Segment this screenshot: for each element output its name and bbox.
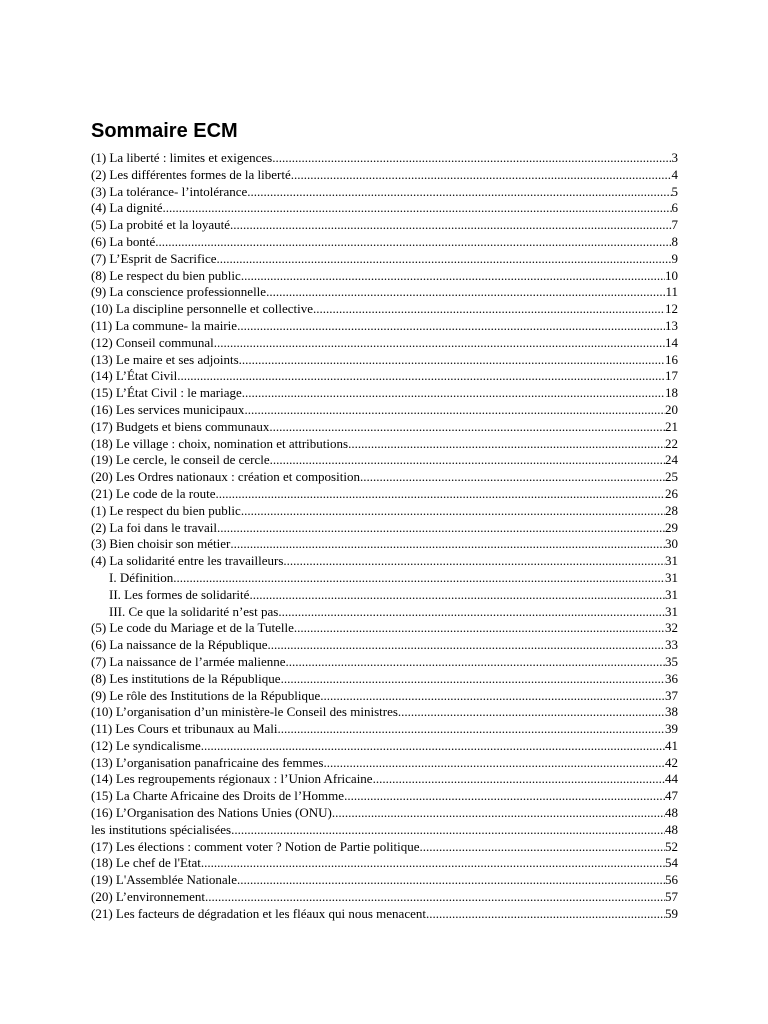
toc-page-number: 31 bbox=[665, 586, 678, 602]
toc-page-number: 28 bbox=[665, 502, 678, 518]
toc-page-number: 7 bbox=[671, 217, 678, 233]
toc-entry-label: (10) L’organisation d’un ministère-le Conseil des ministres bbox=[91, 704, 398, 720]
toc-page-number: 21 bbox=[665, 418, 678, 434]
toc-dot-leader bbox=[241, 503, 665, 520]
toc-page-number: 33 bbox=[665, 637, 678, 653]
toc-entry-label: (16) Les services municipaux bbox=[91, 401, 245, 417]
toc-entry[interactable] bbox=[91, 654, 678, 671]
toc-dot-leader bbox=[201, 855, 665, 872]
toc-entry[interactable] bbox=[91, 704, 678, 721]
toc-page-number: 39 bbox=[665, 721, 678, 737]
toc-dot-leader bbox=[230, 217, 672, 234]
toc-entry-label: (12) Le syndicalisme bbox=[91, 737, 201, 753]
toc-entry[interactable] bbox=[91, 906, 678, 923]
toc-entry[interactable] bbox=[91, 738, 678, 755]
toc-entry-label: (10) La discipline personnelle et collective bbox=[91, 301, 313, 317]
toc-entry-label: (15) L’État Civil : le mariage bbox=[91, 385, 242, 401]
toc-page-number: 37 bbox=[665, 687, 678, 703]
toc-entry[interactable] bbox=[91, 318, 678, 335]
toc-dot-leader bbox=[344, 788, 665, 805]
toc-entry-label: III. Ce que la solidarité n’est pas bbox=[109, 603, 279, 619]
toc-entry-label: (5) Le code du Mariage et de la Tutelle bbox=[91, 620, 294, 636]
toc-dot-leader bbox=[320, 688, 665, 705]
toc-entry[interactable] bbox=[91, 520, 678, 537]
toc-page-number: 31 bbox=[665, 603, 678, 619]
toc-dot-leader bbox=[205, 889, 665, 906]
toc-entry-label: (2) La foi dans le travail bbox=[91, 519, 217, 535]
toc-page-number: 36 bbox=[665, 670, 678, 686]
toc-entry[interactable] bbox=[91, 200, 678, 217]
toc-page-number: 59 bbox=[665, 905, 678, 921]
toc-dot-leader bbox=[426, 906, 665, 923]
toc-entry[interactable] bbox=[91, 234, 678, 251]
toc-entry[interactable] bbox=[91, 671, 678, 688]
toc-entry-label: (14) Les regroupements régionaux : l’Union Africaine bbox=[91, 771, 373, 787]
toc-entry-label: (15) La Charte Africaine des Droits de l’Homme bbox=[91, 788, 345, 804]
toc-entry[interactable] bbox=[91, 805, 678, 822]
toc-entry[interactable] bbox=[91, 620, 678, 637]
toc-entry-label: (11) Les Cours et tribunaux au Mali bbox=[91, 721, 278, 737]
toc-dot-leader bbox=[244, 402, 665, 419]
toc-entry-label: (5) La probité et la loyauté bbox=[91, 217, 230, 233]
toc-dot-leader bbox=[242, 385, 665, 402]
toc-entry[interactable] bbox=[91, 570, 678, 587]
toc-entry[interactable] bbox=[91, 352, 678, 369]
toc-entry[interactable] bbox=[91, 268, 678, 285]
toc-entry-label: (17) Budgets et biens communaux bbox=[91, 418, 270, 434]
toc-page-number: 47 bbox=[665, 788, 678, 804]
toc-entry[interactable] bbox=[91, 604, 678, 621]
toc-entry[interactable] bbox=[91, 217, 678, 234]
toc-entry[interactable] bbox=[91, 402, 678, 419]
toc-entry-label: (18) Le chef de l'Etat bbox=[91, 855, 201, 871]
toc-page-number: 13 bbox=[665, 317, 678, 333]
toc-page-number: 56 bbox=[665, 872, 678, 888]
toc-page-number: 30 bbox=[665, 536, 678, 552]
toc-page-number: 6 bbox=[671, 200, 678, 216]
toc-page-number: 48 bbox=[665, 821, 678, 837]
toc-entry[interactable] bbox=[91, 839, 678, 856]
toc-entry-label: II. Les formes de solidarité bbox=[109, 586, 250, 602]
toc-dot-leader bbox=[270, 452, 665, 469]
toc-dot-leader bbox=[398, 704, 665, 721]
toc-entry[interactable] bbox=[91, 284, 678, 301]
toc-entry[interactable] bbox=[91, 721, 678, 738]
toc-entry-label: (7) La naissance de l’armée malienne bbox=[91, 653, 286, 669]
toc-entry[interactable] bbox=[91, 184, 678, 201]
toc-dot-leader bbox=[239, 352, 665, 369]
toc-page-number: 16 bbox=[665, 351, 678, 367]
toc-entry[interactable] bbox=[91, 452, 678, 469]
toc-page-number: 14 bbox=[665, 334, 678, 350]
toc-dot-leader bbox=[373, 771, 665, 788]
toc-page-number: 48 bbox=[665, 805, 678, 821]
toc-entry[interactable] bbox=[91, 251, 678, 268]
toc-entry-label: (2) Les différentes formes de la liberté bbox=[91, 166, 291, 182]
toc-entry-label: (18) Le village : choix, nomination et attributions bbox=[91, 435, 349, 451]
toc-entry-label: (3) La tolérance- l’intolérance bbox=[91, 183, 248, 199]
toc-page-number: 57 bbox=[665, 889, 678, 905]
toc-dot-leader bbox=[155, 234, 671, 251]
toc-page-number: 11 bbox=[665, 284, 678, 300]
toc-dot-leader bbox=[268, 637, 665, 654]
toc-entry[interactable] bbox=[91, 855, 678, 872]
toc-dot-leader bbox=[313, 301, 665, 318]
toc-dot-leader bbox=[360, 469, 665, 486]
toc-page-number: 17 bbox=[665, 368, 678, 384]
toc-dot-leader bbox=[332, 805, 665, 822]
toc-dot-leader bbox=[278, 721, 665, 738]
toc-page-number: 4 bbox=[671, 166, 678, 182]
toc-page-number: 10 bbox=[665, 267, 678, 283]
toc-entry[interactable] bbox=[91, 301, 678, 318]
toc-dot-leader bbox=[249, 587, 665, 604]
toc-dot-leader bbox=[201, 738, 665, 755]
toc-entry[interactable] bbox=[91, 469, 678, 486]
toc-entry-label: (8) Les institutions de la République bbox=[91, 670, 281, 686]
toc-dot-leader bbox=[281, 671, 665, 688]
toc-entry-label: (9) Le rôle des Institutions de la République bbox=[91, 687, 321, 703]
toc-dot-leader bbox=[278, 604, 665, 621]
toc-page-number: 44 bbox=[665, 771, 678, 787]
toc-entry-label: (20) Les Ordres nationaux : création et composition bbox=[91, 469, 360, 485]
toc-entry[interactable] bbox=[91, 368, 678, 385]
page-title: Sommaire ECM bbox=[91, 120, 238, 142]
toc-entry[interactable] bbox=[91, 688, 678, 705]
toc-entry-label: (20) L’environnement bbox=[91, 889, 205, 905]
toc-entry-label: (19) L'Assemblée Nationale bbox=[91, 872, 238, 888]
toc-page-number: 5 bbox=[671, 183, 678, 199]
toc-entry[interactable] bbox=[91, 419, 678, 436]
toc-entry-label: (4) La solidarité entre les travailleurs bbox=[91, 553, 284, 569]
toc-page-number: 22 bbox=[665, 435, 678, 451]
toc-page-number: 26 bbox=[665, 485, 678, 501]
toc-page-number: 25 bbox=[665, 469, 678, 485]
toc-entry[interactable] bbox=[91, 536, 678, 553]
toc-dot-leader bbox=[286, 654, 665, 671]
toc-page-number: 31 bbox=[665, 553, 678, 569]
toc-entry[interactable] bbox=[91, 385, 678, 402]
toc-entry-label: (6) La bonté bbox=[91, 233, 156, 249]
toc-page-number: 38 bbox=[665, 704, 678, 720]
toc-page-number: 32 bbox=[665, 620, 678, 636]
toc-entry-label: (7) L’Esprit de Sacrifice bbox=[91, 250, 217, 266]
toc-entry-label: (16) L’Organisation des Nations Unies (ONU) bbox=[91, 805, 332, 821]
toc-entry-label: (1) Le respect du bien public bbox=[91, 502, 241, 518]
toc-entry-label: (1) La liberté : limites et exigences bbox=[91, 150, 273, 165]
toc-entry-label: (13) L’organisation panafricaine des femmes bbox=[91, 754, 324, 770]
toc-entry[interactable] bbox=[91, 822, 678, 839]
toc-entry[interactable] bbox=[91, 436, 678, 453]
toc-dot-leader bbox=[214, 335, 665, 352]
toc-page-number: 35 bbox=[665, 653, 678, 669]
toc-entry[interactable] bbox=[91, 755, 678, 772]
toc-entry[interactable] bbox=[91, 872, 678, 889]
toc-entry-label: (12) Conseil communal bbox=[91, 334, 214, 350]
table-of-contents bbox=[91, 150, 678, 923]
toc-entry-label: (14) L’État Civil bbox=[91, 368, 178, 384]
toc-entry[interactable] bbox=[91, 637, 678, 654]
toc-page-number: 24 bbox=[665, 452, 678, 468]
toc-entry-label: (17) Les élections : comment voter ? Notion de Partie politique bbox=[91, 838, 420, 854]
toc-dot-leader bbox=[237, 318, 665, 335]
toc-dot-leader bbox=[272, 150, 671, 167]
toc-entry-label: (11) La commune- la mairie bbox=[91, 317, 238, 333]
toc-entry-label: I. Définition bbox=[109, 569, 174, 585]
toc-dot-leader bbox=[173, 570, 665, 587]
toc-dot-leader bbox=[294, 620, 665, 637]
toc-page-number: 54 bbox=[665, 855, 678, 871]
toc-page-number: 29 bbox=[665, 519, 678, 535]
toc-dot-leader bbox=[323, 755, 665, 772]
toc-entry[interactable] bbox=[91, 553, 678, 570]
toc-dot-leader bbox=[162, 200, 671, 217]
toc-entry[interactable] bbox=[91, 486, 678, 503]
toc-dot-leader bbox=[177, 368, 665, 385]
toc-page-number: 20 bbox=[665, 401, 678, 417]
toc-entry[interactable] bbox=[91, 167, 678, 184]
toc-entry-label: (4) La dignité bbox=[91, 200, 163, 216]
toc-dot-leader bbox=[266, 284, 665, 301]
toc-dot-leader bbox=[420, 839, 665, 856]
toc-entry-label: (8) Le respect du bien public bbox=[91, 267, 241, 283]
toc-page-number: 42 bbox=[665, 754, 678, 770]
toc-page-number: 18 bbox=[665, 385, 678, 401]
toc-dot-leader bbox=[269, 419, 665, 436]
toc-entry-label: (21) Les facteurs de dégradation et les fléaux qui nous menacent bbox=[91, 905, 426, 921]
toc-page-number: 52 bbox=[665, 838, 678, 854]
toc-entry[interactable] bbox=[91, 771, 678, 788]
toc-page-number: 12 bbox=[665, 301, 678, 317]
toc-dot-leader bbox=[216, 486, 665, 503]
toc-entry[interactable] bbox=[91, 889, 678, 906]
toc-entry[interactable] bbox=[91, 788, 678, 805]
toc-entry-label: (6) La naissance de la République bbox=[91, 637, 268, 653]
toc-dot-leader bbox=[217, 520, 665, 537]
toc-entry-label: (3) Bien choisir son métier bbox=[91, 536, 231, 552]
toc-dot-leader bbox=[217, 251, 672, 268]
toc-dot-leader bbox=[231, 822, 665, 839]
toc-dot-leader bbox=[237, 872, 665, 889]
toc-dot-leader bbox=[348, 436, 665, 453]
toc-entry-label: (13) Le maire et ses adjoints bbox=[91, 351, 239, 367]
toc-entry[interactable] bbox=[91, 587, 678, 604]
toc-page-number: 41 bbox=[665, 737, 678, 753]
toc-entry-label: (9) La conscience professionnelle bbox=[91, 284, 267, 300]
toc-entry-label: les institutions spécialisées bbox=[91, 821, 232, 837]
toc-entry[interactable] bbox=[91, 335, 678, 352]
toc-entry-label: (21) Le code de la route bbox=[91, 485, 216, 501]
toc-dot-leader bbox=[283, 553, 665, 570]
toc-entry-label: (19) Le cercle, le conseil de cercle bbox=[91, 452, 270, 468]
toc-page-number: 8 bbox=[671, 233, 678, 249]
toc-entry[interactable] bbox=[91, 150, 678, 167]
toc-dot-leader bbox=[291, 167, 672, 184]
toc-dot-leader bbox=[241, 268, 665, 285]
toc-page-number: 9 bbox=[671, 250, 678, 266]
toc-entry[interactable] bbox=[91, 503, 678, 520]
toc-dot-leader bbox=[230, 536, 665, 553]
toc-page-number: 3 bbox=[671, 150, 678, 165]
toc-dot-leader bbox=[247, 184, 671, 201]
toc-page-number: 31 bbox=[665, 569, 678, 585]
